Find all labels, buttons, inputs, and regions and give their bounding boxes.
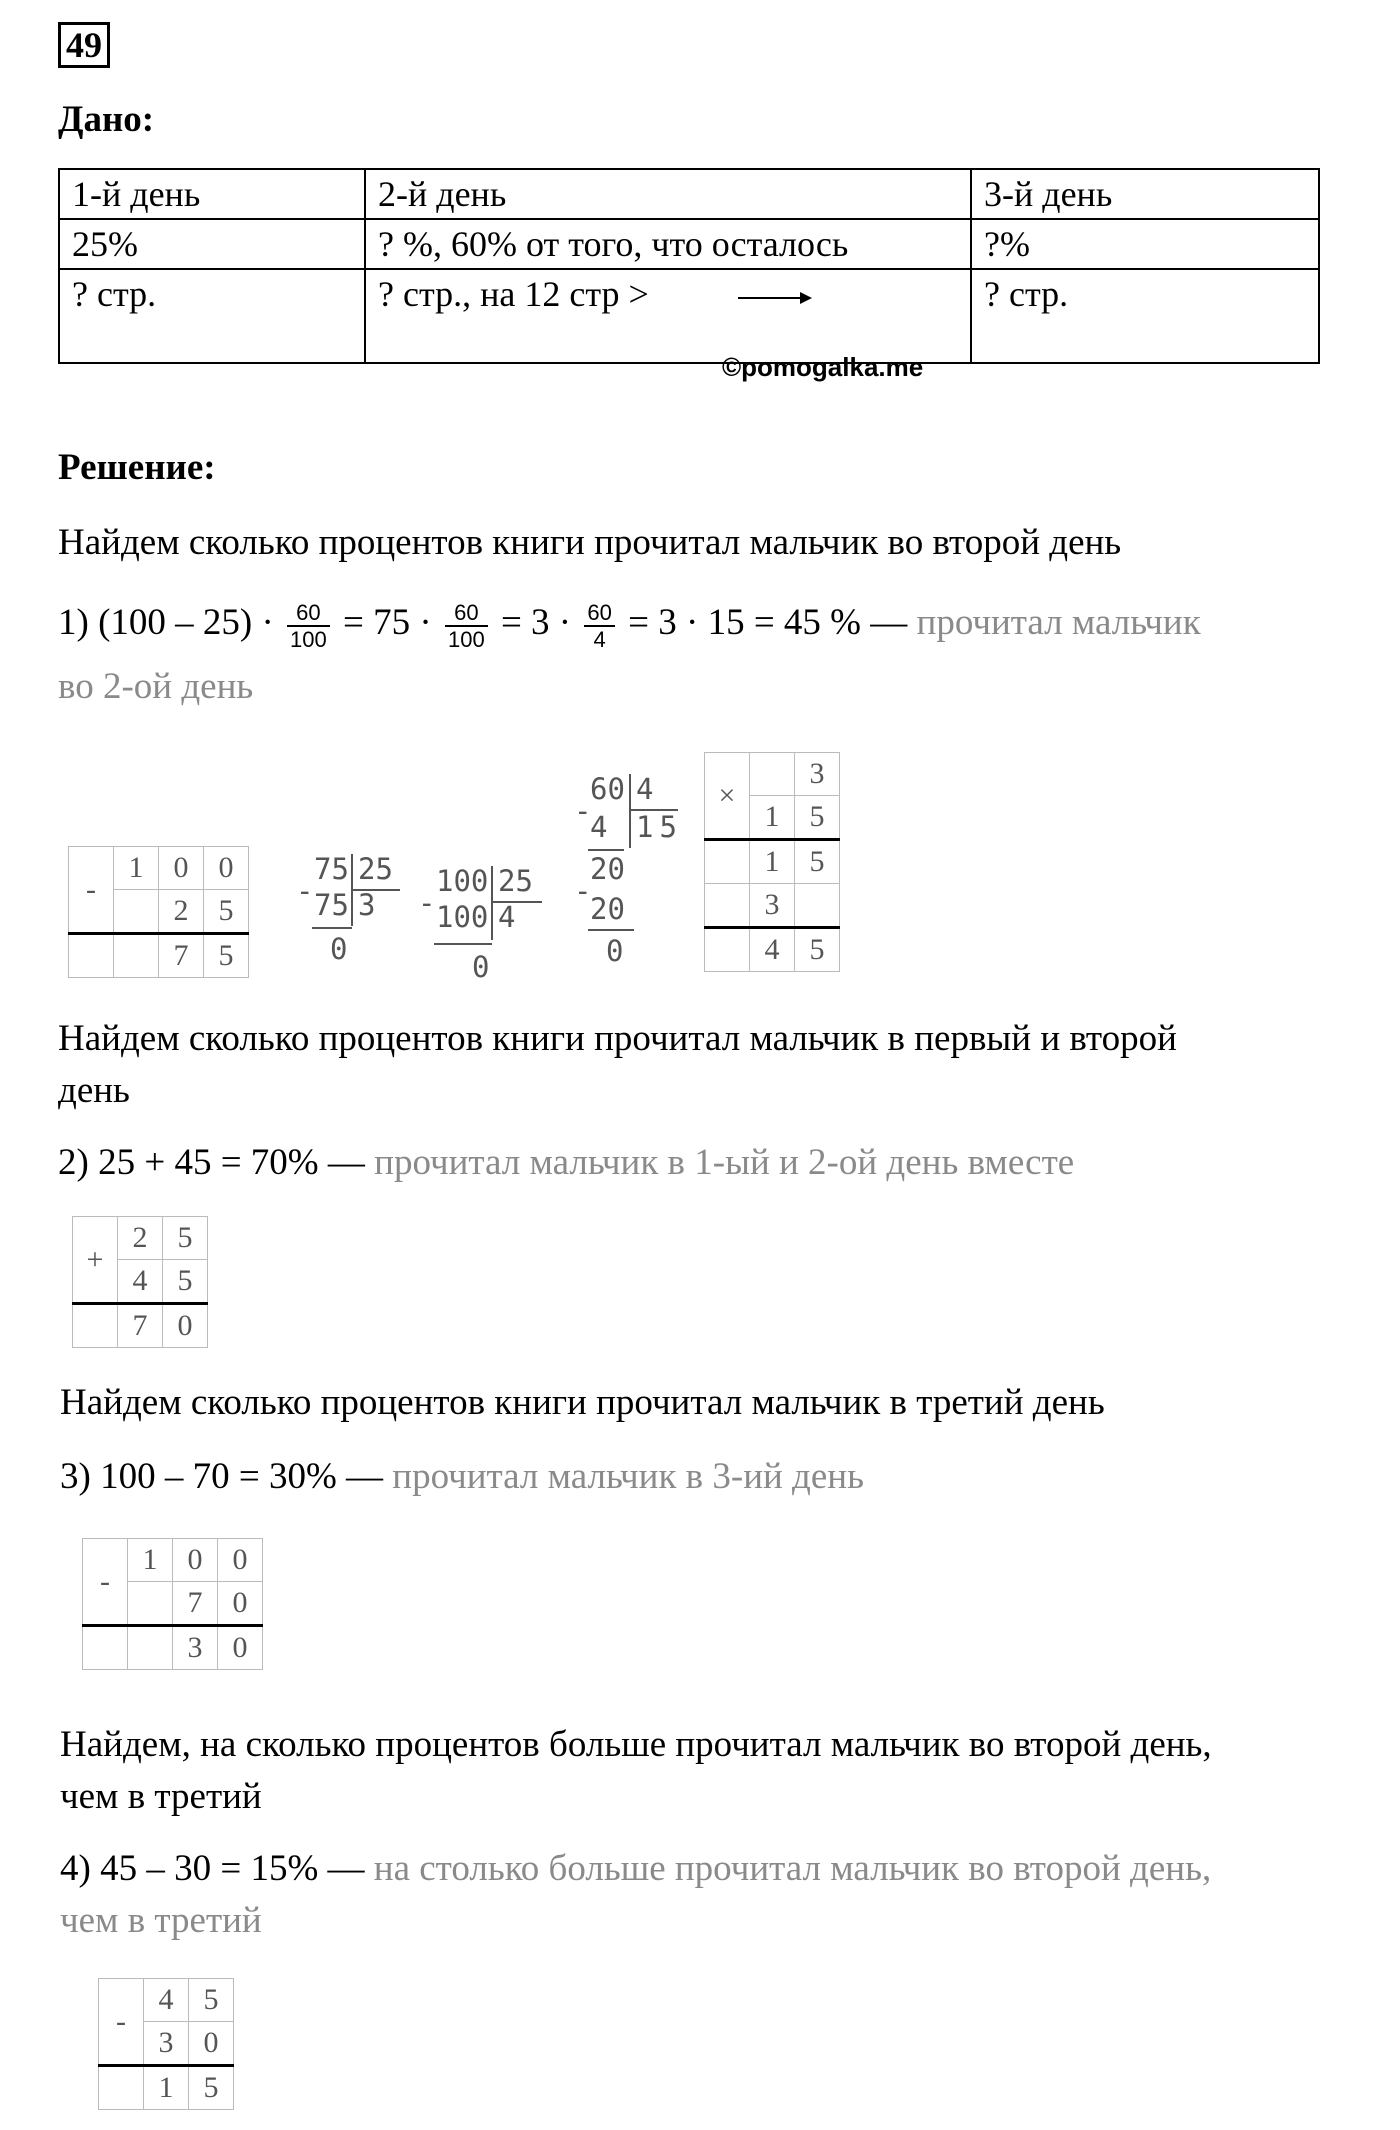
- quotient: 4: [498, 900, 516, 934]
- grid-digit: 5: [189, 1979, 234, 2022]
- grid-digit: 5: [795, 796, 840, 840]
- numerator: 60: [445, 600, 488, 627]
- denominator: 4: [593, 626, 606, 652]
- given-percent-row: [59, 219, 1319, 269]
- given-cell-text: ? стр., на 12 стр >: [378, 274, 649, 314]
- divisor: 25: [358, 852, 393, 886]
- grid-op: -: [69, 847, 114, 934]
- step4-comment-cont: чем в третий: [60, 1900, 262, 1941]
- expr-part: = 75 ·: [343, 602, 432, 643]
- given-table: [58, 168, 1320, 364]
- given-cell: [365, 269, 971, 363]
- expr-part: = 3 ·: [500, 602, 572, 643]
- step2-intro-cont: день: [58, 1070, 130, 1111]
- grid-digit: [114, 934, 159, 978]
- grid-op: -: [83, 1539, 128, 1626]
- quotient: 15: [636, 810, 683, 844]
- expr: 2) 25 + 45 = 70% —: [58, 1142, 365, 1183]
- grid-digit: [795, 884, 840, 928]
- dividend: 60: [590, 772, 625, 806]
- quotient: 3: [358, 888, 376, 922]
- calc-sub-100-70: [82, 1538, 263, 1670]
- grid-digit: 3: [173, 1626, 218, 1670]
- grid-digit: [128, 1582, 173, 1626]
- grid-digit: 2: [118, 1217, 163, 1260]
- fraction: [287, 600, 330, 652]
- grid-digit: 5: [189, 2066, 234, 2110]
- grid-op: -: [99, 1979, 144, 2066]
- given-cell: ? %, 60% от того, что осталось: [365, 219, 971, 269]
- given-pages-row: [59, 269, 1319, 363]
- grid-digit: 7: [173, 1582, 218, 1626]
- grid-digit: 7: [118, 1304, 163, 1348]
- remainder: 0: [472, 950, 490, 984]
- grid-digit: 0: [173, 1539, 218, 1582]
- grid-digit: 5: [795, 840, 840, 884]
- calc-mul-3-15: [704, 752, 840, 972]
- division-lines: [296, 852, 406, 962]
- task-number: 49: [58, 22, 110, 68]
- grid-digit: 3: [144, 2022, 189, 2066]
- watermark: ©pomogalka.me: [722, 352, 924, 382]
- step4-comment: на столько больше прочитал мальчик во второй день,: [373, 1848, 1212, 1889]
- numerator: 60: [287, 600, 330, 627]
- grid-digit: 7: [159, 934, 204, 978]
- grid-digit: 0: [189, 2022, 234, 2066]
- step: 20: [590, 852, 625, 886]
- given-cell: 2-й день: [365, 169, 971, 219]
- grid-digit: 4: [118, 1260, 163, 1304]
- expr: 4) 45 – 30 = 15% —: [60, 1848, 365, 1889]
- grid-digit: 1: [144, 2066, 189, 2110]
- step3-comment: прочитал мальчик в 3-ий день: [392, 1456, 864, 1497]
- step1-comment: прочитал мальчик: [916, 602, 1201, 643]
- given-cell: ? стр.: [59, 269, 365, 363]
- grid-digit: 5: [204, 890, 249, 934]
- grid-digit: 0: [218, 1539, 263, 1582]
- given-cell: ? стр.: [971, 269, 1319, 363]
- given-header-row: [59, 169, 1319, 219]
- fraction: [445, 600, 488, 652]
- step: 20: [590, 892, 625, 926]
- product: 75: [314, 888, 349, 922]
- given-cell: 1-й день: [59, 169, 365, 219]
- right-arrow-icon: [738, 288, 812, 308]
- step4-intro-cont: чем в третий: [60, 1776, 262, 1817]
- denominator: 100: [447, 626, 485, 652]
- step2-comment: прочитал мальчик в 1-ый и 2-ой день вместе: [374, 1142, 1075, 1183]
- step: 4: [590, 810, 608, 844]
- calc-add-25-45: [72, 1216, 208, 1348]
- denominator: 100: [290, 626, 327, 652]
- step4-expression: [60, 1844, 1211, 1894]
- grid-digit: 5: [204, 934, 249, 978]
- grid-digit: 1: [750, 796, 795, 840]
- grid-digit: 0: [204, 847, 249, 890]
- expr: 3) 100 – 70 = 30% —: [60, 1456, 384, 1497]
- grid-op: +: [73, 1217, 118, 1304]
- grid-digit: 3: [750, 884, 795, 928]
- division-lines: [418, 864, 548, 984]
- grid-digit: 1: [114, 847, 159, 890]
- grid-digit: 0: [218, 1582, 263, 1626]
- grid-digit: [750, 753, 795, 796]
- step1-comment-cont: во 2-ой день: [58, 666, 254, 707]
- grid-digit: 1: [128, 1539, 173, 1582]
- remainder: 0: [606, 934, 624, 968]
- divisor: 4: [636, 772, 654, 806]
- expr-part: = 3 · 15 = 45 % —: [628, 602, 908, 643]
- expr-part: 1) (100 – 25) ·: [58, 602, 274, 643]
- grid-digit: [114, 890, 159, 934]
- step4-intro: Найдем, на сколько процентов больше прочитал мальчик во второй день,: [60, 1724, 1212, 1765]
- remainder: 0: [330, 932, 348, 966]
- grid-digit: 0: [163, 1304, 208, 1348]
- given-cell: ?%: [971, 219, 1319, 269]
- grid-digit: 5: [163, 1217, 208, 1260]
- grid-digit: 5: [795, 928, 840, 972]
- grid-digit: 0: [159, 847, 204, 890]
- given-heading: Дано:: [58, 99, 155, 140]
- grid-digit: 1: [750, 840, 795, 884]
- grid-digit: 4: [144, 1979, 189, 2022]
- grid-digit: 0: [218, 1626, 263, 1670]
- solution-heading: Решение:: [58, 447, 216, 488]
- given-cell: 3-й день: [971, 169, 1319, 219]
- dividend: 75: [314, 852, 349, 886]
- dividend: 100: [436, 864, 489, 898]
- division-lines: [574, 772, 684, 942]
- calc-sub-45-30: [98, 1978, 234, 2110]
- product: 100: [436, 900, 489, 934]
- calc-sub-100-25: [68, 846, 249, 978]
- divisor: 25: [498, 864, 533, 898]
- given-cell: 25%: [59, 219, 365, 269]
- grid-digit: 2: [159, 890, 204, 934]
- step3-expression: [60, 1452, 864, 1502]
- step3-intro: Найдем сколько процентов книги прочитал мальчик в третий день: [60, 1382, 1105, 1423]
- step1-intro: Найдем сколько процентов книги прочитал мальчик во второй день: [58, 522, 1122, 563]
- numerator: 60: [584, 600, 614, 627]
- grid-digit: 3: [795, 753, 840, 796]
- grid-digit: 4: [750, 928, 795, 972]
- grid-op: ×: [705, 753, 750, 840]
- grid-digit: 5: [163, 1260, 208, 1304]
- grid-digit: [128, 1626, 173, 1670]
- step2-expression: [58, 1138, 1074, 1188]
- step2-intro: Найдем сколько процентов книги прочитал мальчик в первый и второй: [58, 1018, 1177, 1059]
- fraction: [584, 600, 614, 652]
- step1-expression: [58, 598, 1201, 652]
